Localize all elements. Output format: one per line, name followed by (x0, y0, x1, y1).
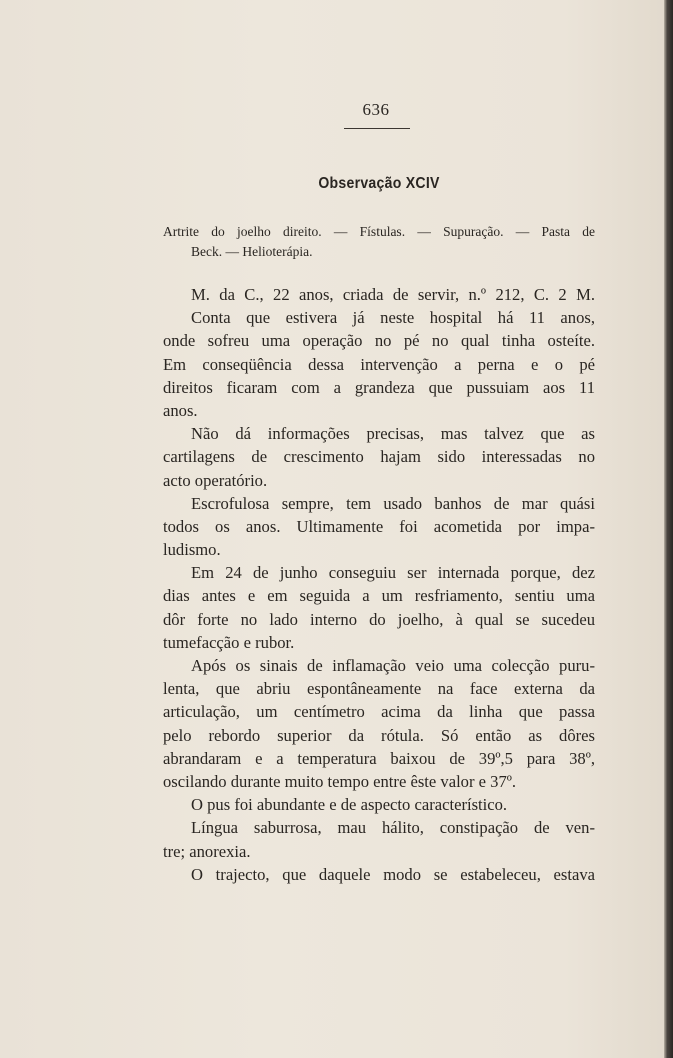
summary-line-2: Beck. — Helioterápia. (191, 244, 313, 259)
body-line: articulação, um centímetro acima da linha que passa (163, 702, 595, 722)
body-line: dôr forte no lado interno do joelho, à qual se sucedeu (163, 609, 595, 629)
summary-line-1: Artrite do joelho direito. — Fístulas. — Supuração. — Pasta de (163, 224, 595, 239)
page-number: 636 (362, 100, 390, 119)
body-line: lenta, que abriu espontâneamente na face externa da (163, 679, 595, 699)
body-line: abrandaram e a temperatura baixou de 39º,5 para 38º, (163, 748, 595, 768)
body-line: Após os sinais de inflamação veio uma colecção puru- (191, 656, 595, 675)
body-line: O pus foi abundante e de aspecto característico. (191, 795, 508, 815)
body-line: Em conseqüência dessa intervenção a perna e o pé (163, 354, 595, 374)
case-body-text (163, 283, 595, 886)
body-line: tumefacção e rubor. (163, 632, 295, 652)
page-edge-shadow (664, 0, 673, 1058)
body-line: onde sofreu uma operação no pé no qual tinha osteíte. (163, 331, 595, 351)
body-line: M. da C., 22 anos, criada de servir, n.º 212, C. 2 M. (191, 285, 595, 304)
body-line: ludismo. (163, 540, 221, 560)
body-line: todos os anos. Ultimamente foi acometida por impa- (163, 516, 595, 536)
body-line: anos. (163, 400, 198, 420)
observation-title: Observação XCIV (318, 175, 440, 192)
body-line: cartilagens de crescimento hajam sido interessadas no (163, 447, 595, 467)
case-summary (163, 222, 595, 262)
body-line: Língua saburrosa, mau hálito, constipação de ven- (191, 818, 595, 838)
body-line: dias antes e em seguida a um resfriamento, sentiu uma (163, 586, 595, 606)
body-line: oscilando durante muito tempo entre êste valor e 37º. (163, 771, 517, 791)
body-line: acto operatório. (163, 470, 268, 490)
body-line: pelo rebordo superior da rótula. Só então as dôres (163, 725, 595, 745)
body-line: O trajecto, que daquele modo se estabeleceu, estava (191, 864, 595, 884)
body-line: Escrofulosa sempre, tem usado banhos de mar quási (191, 493, 595, 513)
body-line: direitos ficaram com a grandeza que pussuiam aos 11 (163, 377, 595, 397)
summary-line (163, 222, 595, 262)
body-line: Conta que estivera já neste hospital há 11 anos, (191, 308, 595, 328)
page-number-rule (344, 128, 410, 129)
body-line: tre; anorexia. (163, 841, 251, 861)
body-line: Não dá informações precisas, mas talvez que as (191, 424, 595, 444)
body-line: Em 24 de junho conseguiu ser internada porque, dez (191, 563, 595, 583)
